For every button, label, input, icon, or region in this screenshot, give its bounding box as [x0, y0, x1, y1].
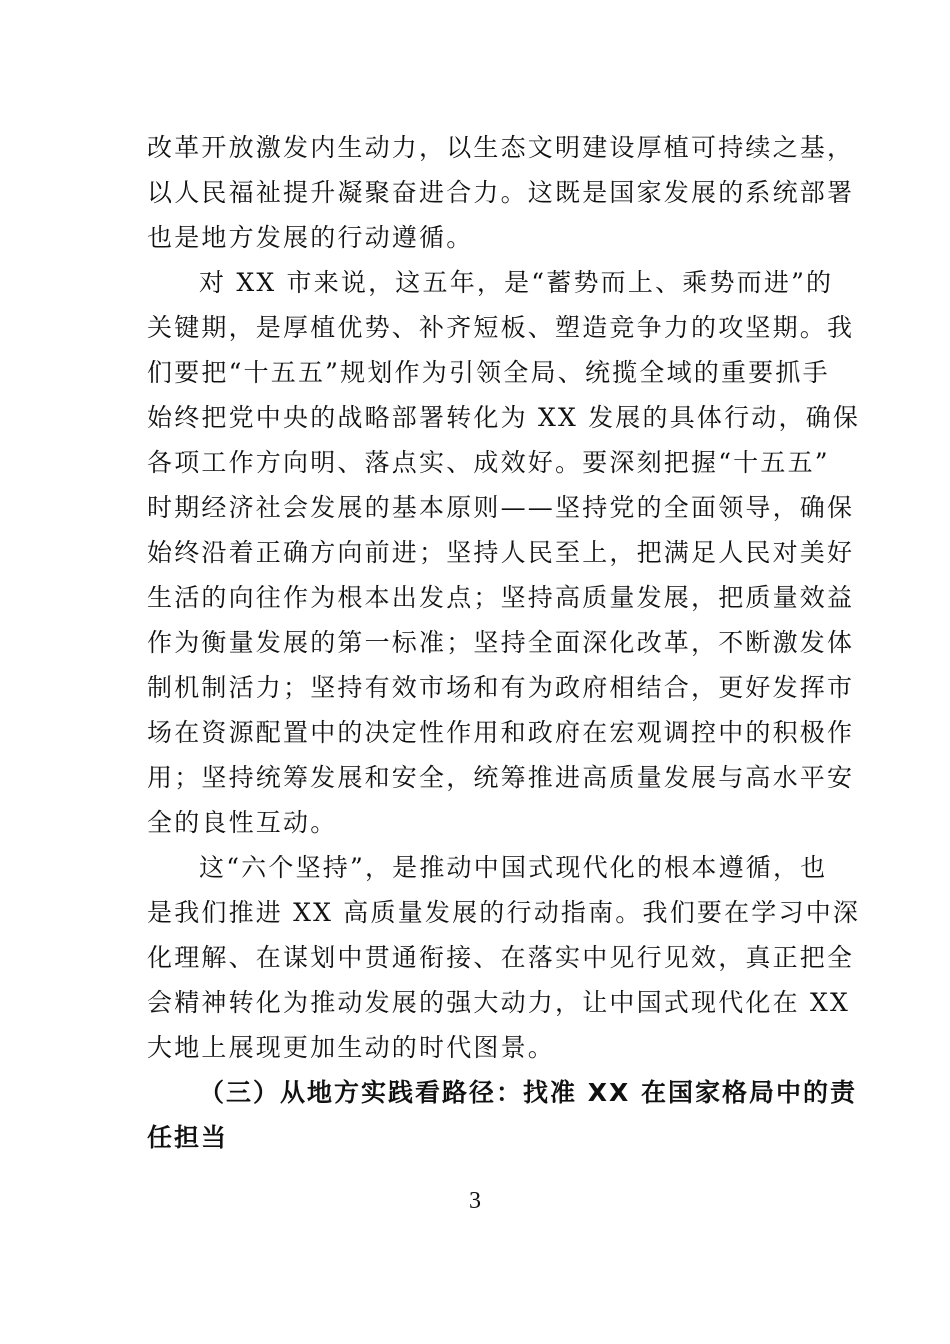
paragraph-line: 是我们推进 XX 高质量发展的行动指南。我们要在学习中深	[147, 898, 861, 927]
paragraph-line: 用；坚持统筹发展和安全，统筹推进高质量发展与高水平安	[147, 763, 855, 792]
section-heading-line: 任担当	[147, 1123, 229, 1152]
paragraph-line: 全的良性互动。	[147, 808, 338, 837]
paragraph-line: 对 XX 市来说，这五年，是“蓄势而上、乘势而进”的	[199, 268, 834, 297]
paragraph-line: 始终沿着正确方向前进；坚持人民至上，把满足人民对美好	[147, 538, 855, 567]
section-heading-line: （三）从地方实践看路径：找准 XX 在国家格局中的责	[199, 1078, 857, 1107]
paragraph-line: 们要把“十五五”规划作为引领全局、统揽全域的重要抓手	[147, 358, 830, 387]
paragraph-line: 会精神转化为推动发展的强大动力，让中国式现代化在 XX	[147, 988, 850, 1017]
paragraph-line: 大地上展现更加生动的时代图景。	[147, 1033, 556, 1062]
paragraph-line: 也是地方发展的行动遵循。	[147, 223, 474, 252]
paragraph-line: 化理解、在谋划中贯通衔接、在落实中见行见效，真正把全	[147, 943, 855, 972]
paragraph-3	[147, 845, 861, 1070]
paragraph-line: 生活的向往作为根本出发点；坚持高质量发展，把质量效益	[147, 583, 855, 612]
paragraph-line: 场在资源配置中的决定性作用和政府在宏观调控中的积极作	[147, 718, 855, 747]
paragraph-line: 以人民福祉提升凝聚奋进合力。这既是国家发展的系统部署	[147, 178, 855, 207]
paragraph-line: 制机制活力；坚持有效市场和有为政府相结合，更好发挥市	[147, 673, 855, 702]
paragraph-line: 这“六个坚持”，是推动中国式现代化的根本遵循，也	[199, 853, 828, 882]
paragraph-line: 改革开放激发内生动力，以生态文明建设厚植可持续之基，	[147, 133, 855, 162]
section-heading	[147, 1070, 857, 1160]
paragraph-2	[147, 260, 861, 845]
page-number: 3	[469, 1188, 481, 1214]
paragraph-line: 时期经济社会发展的基本原则——坚持党的全面领导，确保	[147, 493, 855, 522]
paragraph-line: 始终把党中央的战略部署转化为 XX 发展的具体行动，确保	[147, 403, 861, 432]
body-text	[147, 125, 861, 1160]
paragraph-line: 关键期，是厚植优势、补齐短板、塑造竞争力的攻坚期。我	[147, 313, 855, 342]
paragraph-1	[147, 125, 855, 260]
paragraph-line: 各项工作方向明、落点实、成效好。要深刻把握“十五五”	[147, 448, 830, 477]
paragraph-line: 作为衡量发展的第一标准；坚持全面深化改革，不断激发体	[147, 628, 855, 657]
